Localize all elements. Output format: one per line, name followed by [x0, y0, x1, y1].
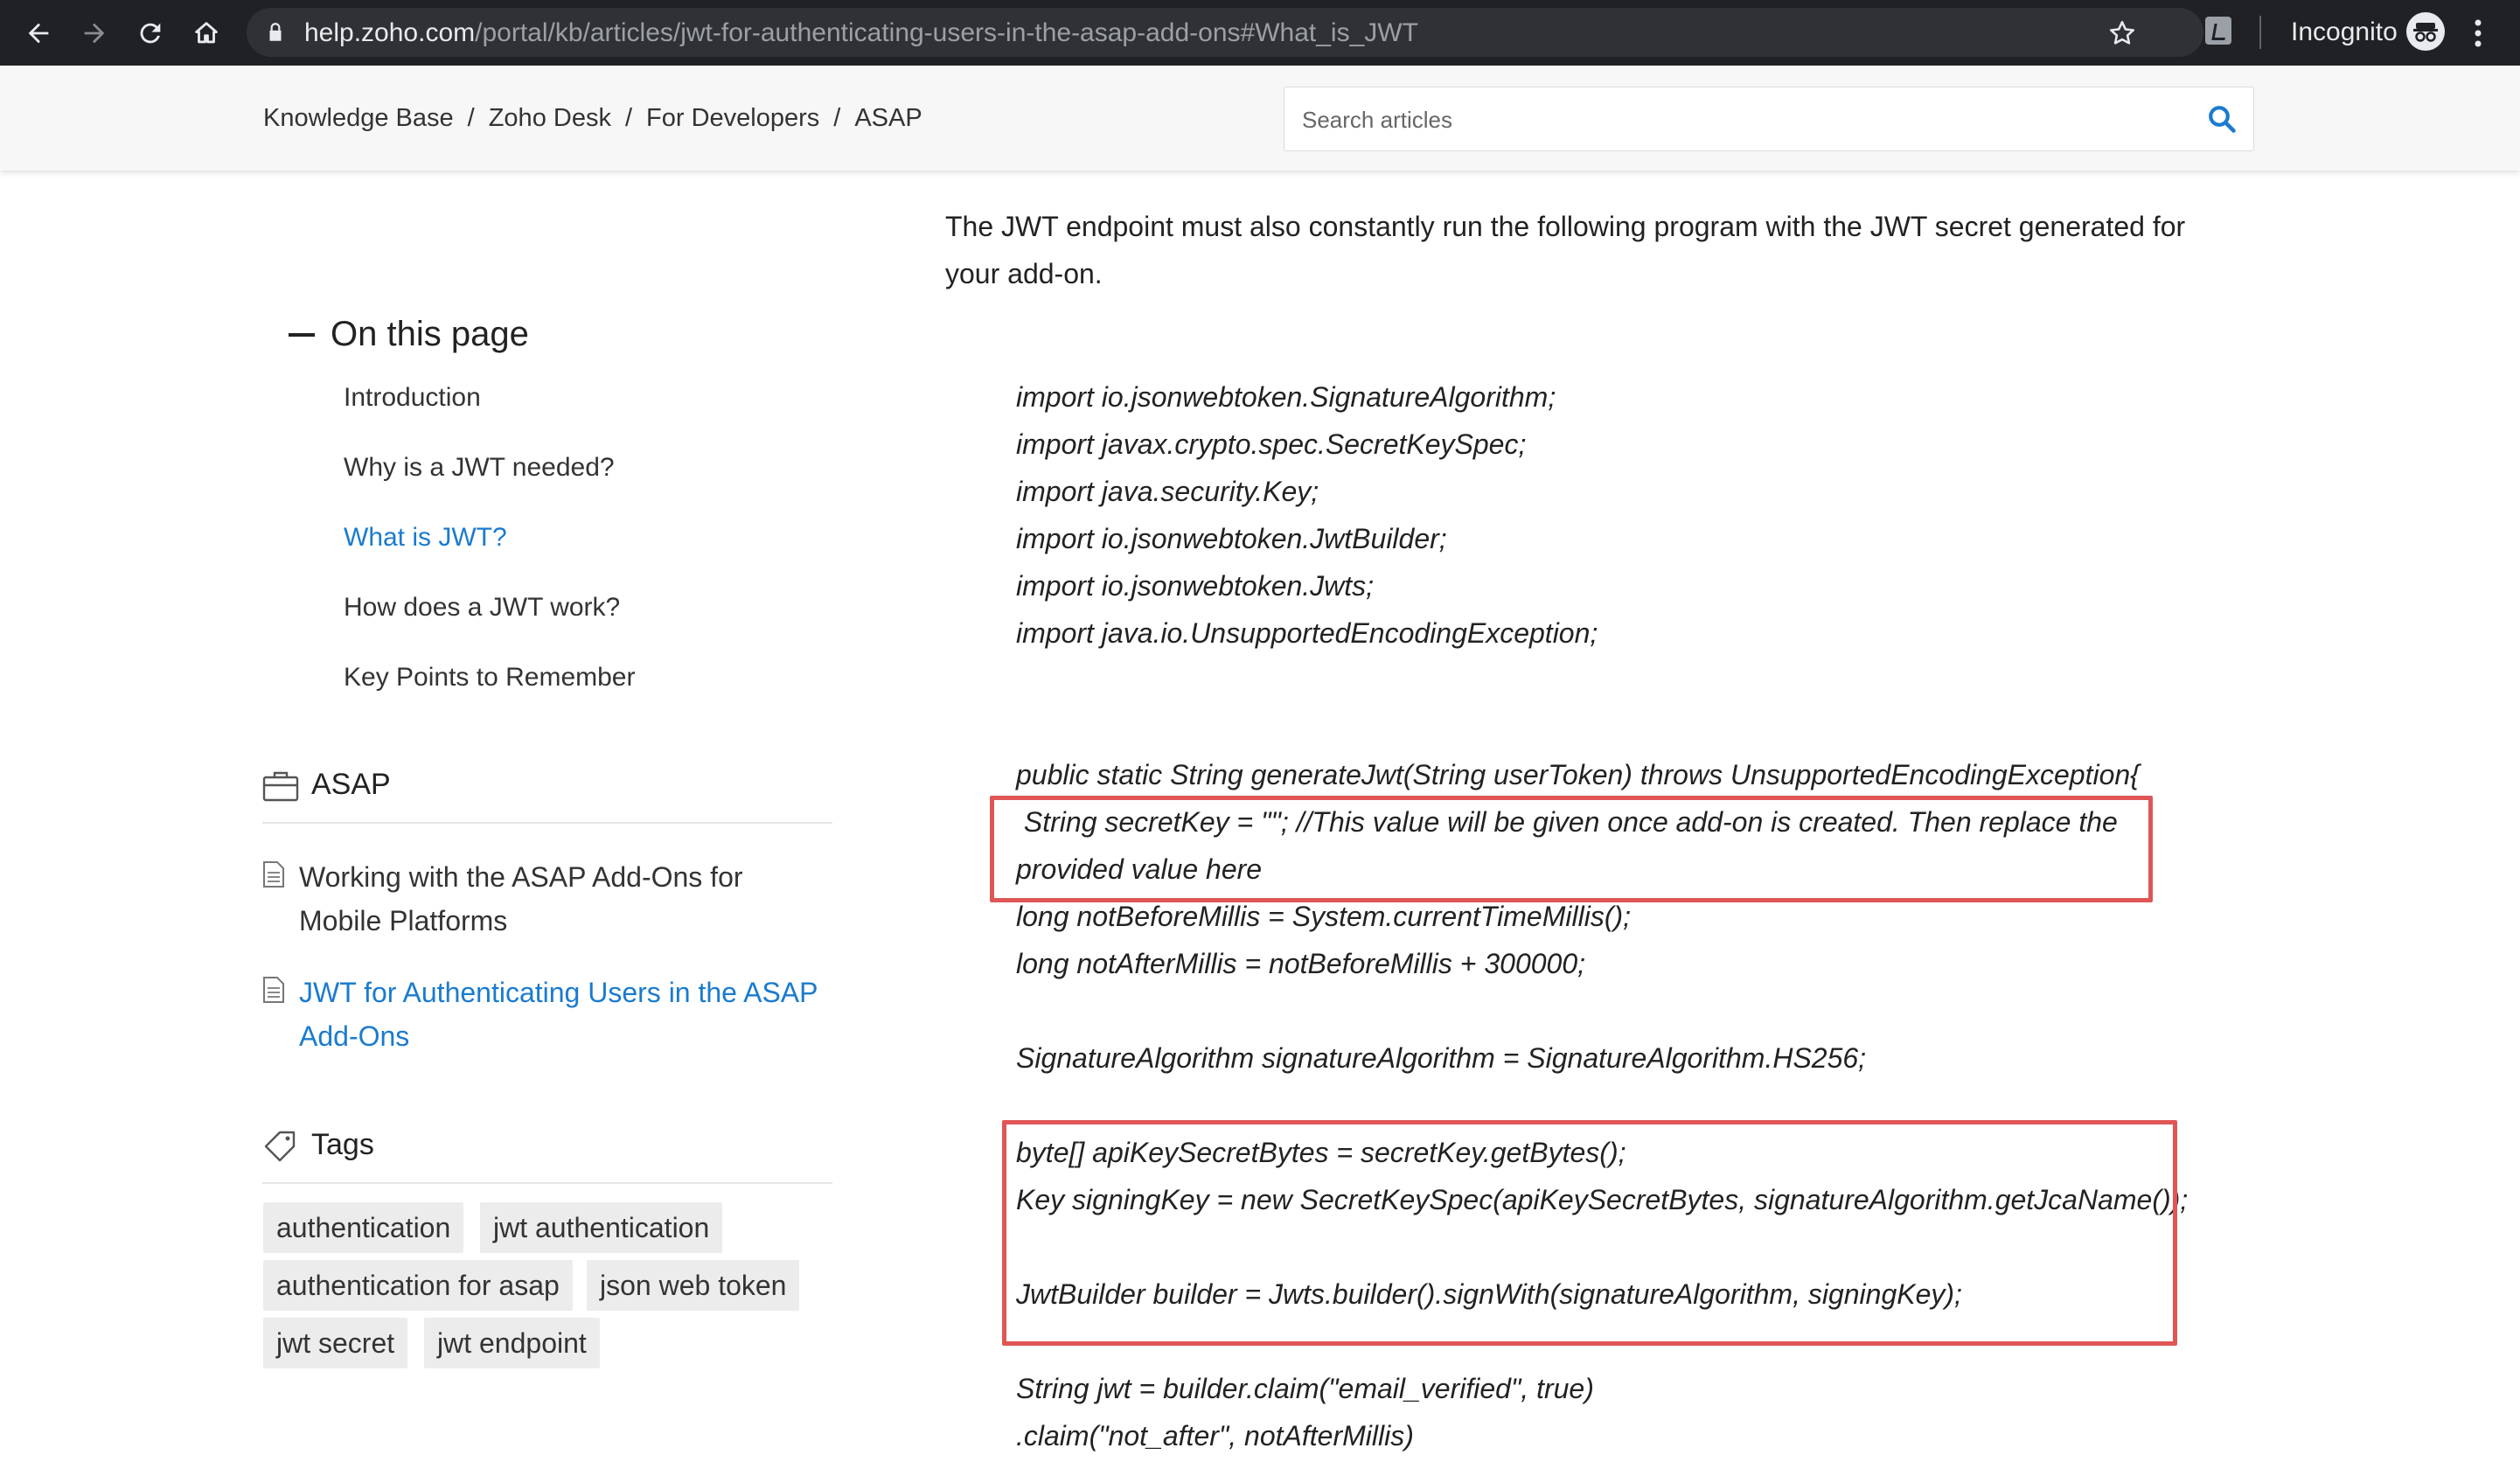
article-title[interactable]: JWT for Authenticating Users in the ASAP Add-Ons	[299, 977, 818, 1052]
breadcrumb-separator: /	[624, 104, 633, 132]
toc-item-why-jwt[interactable]: Why is a JWT needed?	[344, 453, 615, 482]
toc-item-what-is-jwt[interactable]: What is JWT?	[344, 523, 507, 552]
document-icon	[262, 976, 285, 1004]
forward-arrow-icon[interactable]	[77, 16, 112, 51]
article-link-mobile-platforms[interactable]	[262, 855, 839, 943]
incognito-label: Incognito	[2291, 17, 2398, 46]
tag-jwt-secret[interactable]: jwt secret	[263, 1318, 407, 1368]
tag-jwt-endpoint[interactable]: jwt endpoint	[424, 1318, 600, 1368]
code-line: JwtBuilder builder = Jwts.builder().signWith(signatureAlgorithm, signingKey);	[1016, 1278, 1962, 1310]
toc-heading[interactable]	[289, 315, 529, 354]
code-line: byte[] apiKeySecretBytes = secretKey.getBytes();	[1016, 1137, 1626, 1168]
asap-section-title: ASAP	[311, 768, 391, 801]
toc-item-how-jwt-works[interactable]: How does a JWT work?	[344, 593, 621, 622]
breadcrumb	[263, 104, 922, 133]
toc-item-key-points[interactable]: Key Points to Remember	[344, 663, 636, 692]
section-divider	[262, 1182, 832, 1184]
code-line: import javax.crypto.spec.SecretKeySpec;	[1016, 428, 1527, 460]
home-icon[interactable]	[189, 16, 224, 51]
briefcase-icon	[262, 769, 299, 802]
section-divider	[262, 822, 832, 824]
tag-authentication-for-asap[interactable]: authentication for asap	[263, 1260, 573, 1311]
url-text[interactable]: help.zoho.com/portal/kb/articles/jwt-for-authenticating-users-in-the-asap-add-ons#What_is_JWT	[304, 18, 1418, 47]
breadcrumb-for-developers[interactable]: For Developers	[646, 104, 820, 132]
article-title[interactable]: Working with the ASAP Add-Ons for Mobile Platforms	[299, 861, 743, 936]
code-line: import java.security.Key;	[1016, 476, 1319, 507]
asap-section-heading	[262, 768, 391, 802]
code-line: String jwt = builder.claim("email_verified", true)	[1016, 1373, 1594, 1404]
highlight-box-signing-key	[1002, 1120, 2177, 1346]
tag-json-web-token[interactable]: json web token	[587, 1260, 799, 1311]
code-line: long notAfterMillis = notBeforeMillis + 300000;	[1016, 948, 1586, 979]
incognito-icon[interactable]	[2406, 12, 2445, 51]
code-line: SignatureAlgorithm signatureAlgorithm = SignatureAlgorithm.HS256;	[1016, 1042, 1867, 1074]
code-line: import io.jsonwebtoken.SignatureAlgorithm;	[1016, 381, 1556, 413]
code-line: import java.io.UnsupportedEncodingException;	[1016, 617, 1598, 649]
highlight-box-secret-key	[990, 796, 2153, 902]
breadcrumb-knowledge-base[interactable]: Knowledge Base	[263, 104, 454, 132]
article-link-jwt-auth[interactable]	[262, 971, 839, 1058]
code-line: provided value here	[1016, 853, 1263, 885]
code-line: Key signingKey = new SecretKeySpec(apiKeySecretBytes, signatureAlgorithm.getJcaName());	[1016, 1184, 2189, 1215]
tags-section-heading	[262, 1128, 374, 1162]
breadcrumb-separator: /	[833, 104, 841, 132]
code-line: import io.jsonwebtoken.JwtBuilder;	[1016, 523, 1447, 554]
back-arrow-icon[interactable]	[21, 16, 56, 51]
address-bar[interactable]	[247, 8, 2203, 57]
tag-jwt-authentication[interactable]: jwt authentication	[480, 1202, 722, 1253]
code-line: public static String generateJwt(String userToken) throws UnsupportedEncodingException{	[1016, 759, 2140, 790]
breadcrumb-separator: /	[467, 104, 475, 132]
search-icon[interactable]	[2206, 103, 2238, 135]
tags-section-title: Tags	[311, 1128, 374, 1161]
breadcrumb-zoho-desk[interactable]: Zoho Desk	[488, 104, 611, 132]
reload-icon[interactable]	[133, 16, 168, 51]
code-line: long notBeforeMillis = System.currentTimeMillis();	[1016, 901, 1632, 932]
search-input[interactable]	[1300, 103, 2178, 136]
code-line: String secretKey = ""; //This value will be given once add-on is created. Then replace the	[1016, 806, 2118, 838]
toc-item-introduction[interactable]: Introduction	[344, 383, 481, 412]
bookmark-star-icon[interactable]	[2107, 18, 2137, 48]
code-line: .claim("not_after", notAfterMillis)	[1016, 1420, 1414, 1452]
toc-title: On this page	[331, 315, 529, 353]
search-box	[1284, 87, 2254, 151]
collapse-minus-icon[interactable]	[289, 333, 315, 337]
intro-paragraph: The JWT endpoint must also constantly run the following program with the JWT secret generated for your add-on.	[945, 211, 2186, 289]
page-header	[0, 66, 2520, 171]
lock-icon	[264, 21, 287, 44]
tag-authentication[interactable]: authentication	[263, 1202, 463, 1253]
browser-toolbar	[0, 0, 2520, 66]
document-icon	[262, 860, 285, 888]
more-menu-icon[interactable]	[2471, 17, 2485, 49]
toolbar-divider	[2259, 16, 2261, 49]
code-line: import io.jsonwebtoken.Jwts;	[1016, 570, 1375, 602]
breadcrumb-asap[interactable]: ASAP	[854, 104, 922, 132]
tag-icon	[262, 1129, 299, 1162]
extension-icon[interactable]	[2205, 17, 2231, 45]
